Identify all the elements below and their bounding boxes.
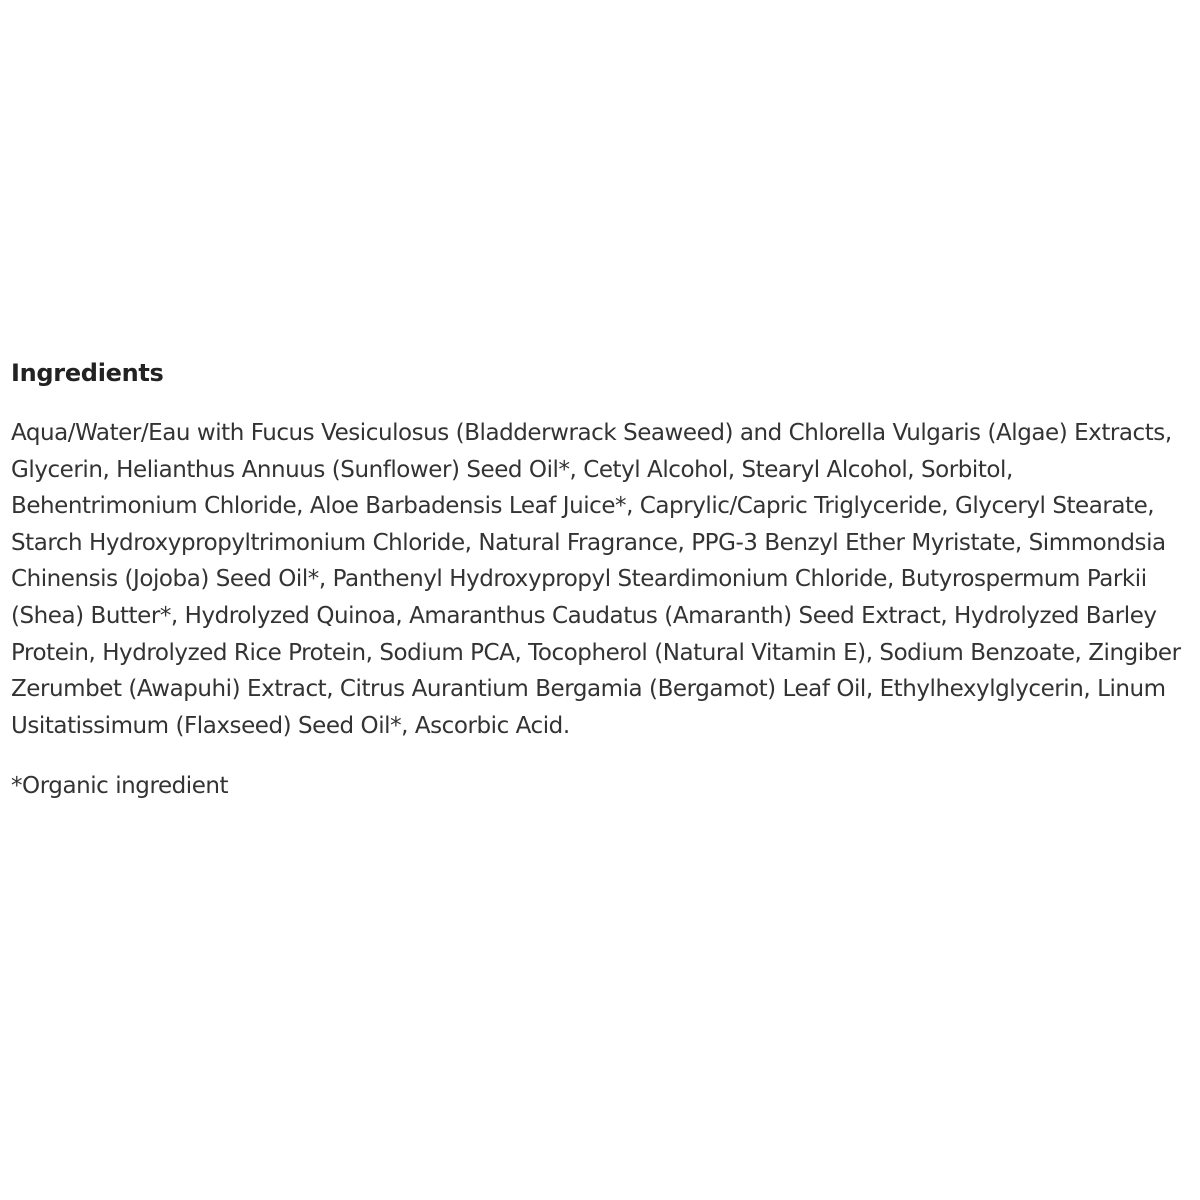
organic-footnote: *Organic ingredient <box>11 773 229 800</box>
ingredients-list: Aqua/Water/Eau with Fucus Vesiculosus (Bladderwrack Seaweed) and Chlorella Vulgaris (Algae) Extracts, Glycerin, Helianthus Annuus (Sunflower) Seed Oil*, Cetyl Alcohol, Stearyl Alcohol, Sorbitol, Behentrimonium Chloride, Aloe Barbadensis Leaf Juice*, Caprylic/Capric Triglyceride, Glyceryl Stearate, Starch Hydroxypropyltrimonium Chloride, Natural Fragrance, PPG-3 Benzyl Ether Myristate, Simmondsia Chinensis (Jojoba) Seed Oil*, Panthenyl Hydroxypropyl Steardimonium Chloride, Butyrospermum Parkii (Shea) Butter*, Hydrolyzed Quinoa, Amaranthus Caudatus (Amaranth) Seed Extract, Hydrolyzed Barley Protein, Hydrolyzed Rice Protein, Sodium PCA, Tocopherol (Natural Vitamin E), Sodium Benzoate, Zingiber Zerumbet (Awapuhi) Extract, Citrus Aurantium Bergamia (Bergamot) Leaf Oil, Ethylhexylglycerin, Linum Usitatissimum (Flaxseed) Seed Oil*, Ascorbic Acid. <box>11 420 1181 739</box>
ingredients-section <box>11 355 1193 804</box>
ingredients-heading: Ingredients <box>11 359 164 387</box>
